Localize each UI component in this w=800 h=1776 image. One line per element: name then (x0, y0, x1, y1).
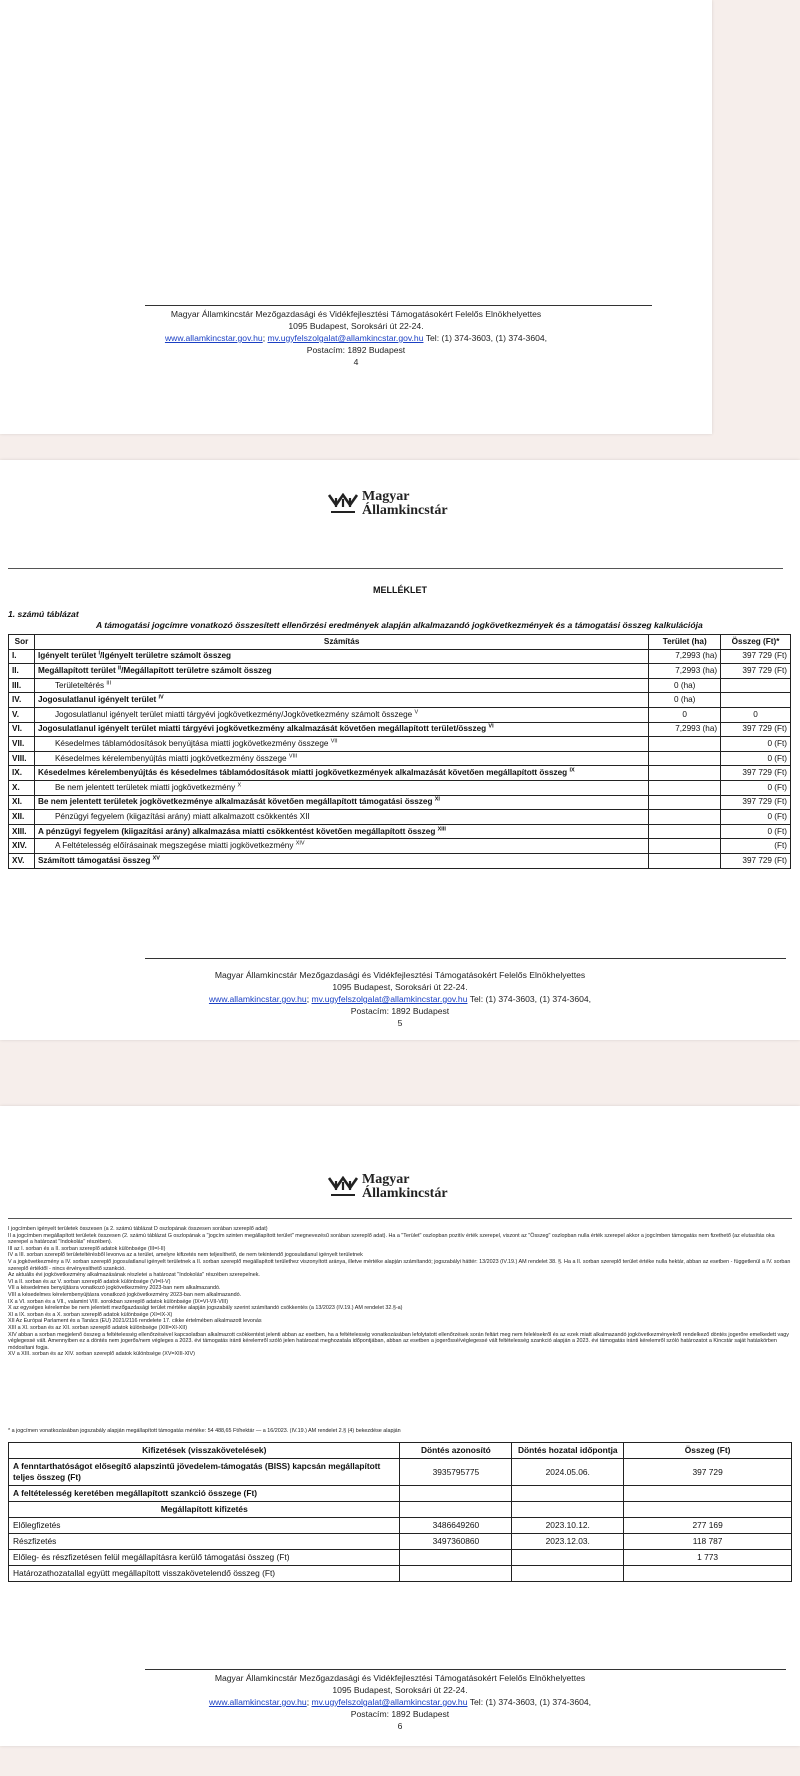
row-osszeg: (Ft) (721, 839, 791, 854)
row-terulet (649, 824, 721, 839)
row-terulet (649, 795, 721, 810)
row-number: XIV. (9, 839, 35, 854)
email-link[interactable]: mv.ugyfelszolgalat@allamkincstar.gov.hu (267, 333, 424, 343)
row-text: Számított támogatási összeg (37, 855, 151, 865)
payment-date (512, 1550, 624, 1566)
payments-row (9, 1534, 792, 1550)
row-text: Be nem jelentett területek jogkövetkezménye alkalmazását követően megállapított támogatási összeg (37, 797, 433, 807)
allamkincstar-logo-icon (328, 1176, 358, 1198)
row-number: X. (9, 780, 35, 795)
calculation-table (8, 634, 791, 869)
footer-org: Magyar Államkincstár Mezőgazdasági és Vidékfejlesztési Támogatásokért Felelős Elnökhelyettes (170, 309, 542, 319)
footnote: IV a III. sorban szereplő területeltérésből levonva az a terület, amelyre kifizetés nem teljesíthető, de nem tekintendő jogosulatlanul igényelt területnek (8, 1252, 363, 1259)
table-row (9, 824, 791, 839)
website-link[interactable]: www.allamkincstar.gov.hu (208, 994, 307, 1004)
footnote-ref: X (237, 782, 242, 788)
footnote-ref: XIII (437, 825, 446, 832)
payment-date (512, 1566, 624, 1582)
payment-label: A fenntarthatóságot elősegítő alapszintű jövedelem-támogatás (BISS) kapcsán megállapított teljes összeg (Ft) (9, 1459, 400, 1486)
footnote: XII Az Európai Parlament és a Tanács (EU) 2021/2116 rendelete 17. cikke értelmében alkalmazott levonás (8, 1318, 262, 1325)
row-osszeg: 397 729 (Ft) (721, 766, 791, 781)
footer-rule (145, 305, 652, 306)
row-number: XIII. (9, 824, 35, 839)
row-description (34, 810, 648, 825)
allamkincstar-logo (328, 490, 448, 518)
row-osszeg (721, 693, 791, 708)
payment-amount (624, 1502, 792, 1518)
row-terulet: 0 (649, 707, 721, 722)
email-link[interactable]: mv.ugyfelszolgalat@allamkincstar.gov.hu (311, 994, 468, 1004)
payment-decision-id: 3935795775 (400, 1459, 512, 1486)
table-row (9, 795, 791, 810)
row-description (34, 780, 648, 795)
row-text: Késedelmes táblamódosítások benyújtása miatti jogkövetkezmény összege (54, 738, 329, 748)
payment-date: 2023.10.12. (512, 1518, 624, 1534)
row-osszeg: 0 (Ft) (721, 824, 791, 839)
website-link[interactable]: www.allamkincstar.gov.hu (164, 333, 263, 343)
payments-row (9, 1502, 792, 1518)
row-terulet (649, 751, 721, 766)
row-number: VI. (9, 722, 35, 737)
header-rule (8, 568, 783, 569)
logo-line2: Államkincstár (362, 503, 448, 518)
footnote: II a jogcímben megállapított területek összesen (2. számú táblázat G oszlopának a "jogcím szinten megállapított terület" megnevezésű sorában szereplő adat). Ha a "Terület" oszlopban pozitív érték szerepel, viszont az "Összeg" oszlopban nulla érték szerepel akkor a jogcímben támogatás nem fizethető (az elutasítás oka szerepel a határozat "Indokolás" részében). (8, 1232, 775, 1246)
page-number: 5 (397, 1018, 403, 1028)
col-sor: Sor (9, 635, 35, 650)
footer-postal: Postacím: 1892 Budapest (350, 1006, 450, 1016)
payments-row (9, 1486, 792, 1502)
payment-date: 2024.05.06. (512, 1459, 624, 1486)
table-row (9, 678, 791, 693)
footer-postal: Postacím: 1892 Budapest (350, 1709, 450, 1719)
logo-line1: Magyar (362, 489, 410, 504)
document-page-4 (0, 0, 712, 434)
footer-phone: Tel: (1) 374-3603, (1) 374-3604, (469, 1697, 592, 1707)
page-footer (0, 1672, 800, 1732)
row-osszeg: 0 (721, 707, 791, 722)
page-footer (0, 969, 800, 1029)
footer-rule (145, 958, 786, 959)
row-terulet (649, 853, 721, 868)
footer-contacts (0, 332, 712, 344)
payment-label: Előleg- és részfizetésen felül megállapításra kerülő támogatási összeg (Ft) (9, 1550, 400, 1566)
payment-date: 2023.12.03. (512, 1534, 624, 1550)
row-osszeg: 0 (Ft) (721, 780, 791, 795)
row-description (34, 678, 648, 693)
footnote: XV a XIII. sorban és az XIV. sorban szereplő adatok különbsége (XV=XIII-XIV) (8, 1351, 195, 1358)
logo-line1: Magyar (362, 1172, 410, 1187)
row-terulet (649, 810, 721, 825)
footer-separator: ; (262, 333, 266, 343)
row-terulet (649, 780, 721, 795)
table-row (9, 853, 791, 868)
footer-org: Magyar Államkincstár Mezőgazdasági és Vidékfejlesztési Támogatásokért Felelős Elnökhelyettes (214, 1673, 586, 1683)
row-text: Késedelmes kérelembenyújtás miatti jogkövetkezmény összege (54, 753, 287, 763)
row-description (34, 707, 648, 722)
footnote: I jogcímben igényelt területek összesen (a 2. számú táblázat D oszlopának összesen sorában szereplő adat) (8, 1226, 268, 1232)
payment-decision-id (400, 1566, 512, 1582)
row-text: Be nem jelentett területek miatti jogkövetkezmény (54, 782, 236, 792)
row-description (34, 649, 648, 664)
footer-postal: Postacím: 1892 Budapest (306, 345, 406, 355)
payment-label: Határozathozatallal együtt megállapított visszakövetelendő összeg (Ft) (9, 1566, 400, 1582)
row-description (34, 693, 648, 708)
footnote-ref: V (414, 709, 419, 716)
table-row (9, 649, 791, 664)
col-kifizetesek: Kifizetések (visszakövetelések) (9, 1443, 400, 1459)
document-page-6 (0, 1106, 800, 1746)
footnote-ref: VI (488, 723, 494, 730)
footnote: XI a IX. sorban és a X. sorban szereplő adatok különbsége (XI=IX-X) (8, 1311, 173, 1318)
table-row (9, 839, 791, 854)
row-terulet: 7,2993 (ha) (649, 649, 721, 664)
document-page-5 (0, 460, 800, 1040)
row-osszeg: 397 729 (Ft) (721, 853, 791, 868)
payment-date (512, 1502, 624, 1518)
website-link[interactable]: www.allamkincstar.gov.hu (208, 1697, 307, 1707)
row-osszeg: 0 (Ft) (721, 737, 791, 752)
row-number: XI. (9, 795, 35, 810)
row-osszeg: 397 729 (Ft) (721, 649, 791, 664)
email-link[interactable]: mv.ugyfelszolgalat@allamkincstar.gov.hu (311, 1697, 468, 1707)
row-description (34, 824, 648, 839)
logo-wordmark (362, 1173, 448, 1201)
row-osszeg: 397 729 (Ft) (721, 722, 791, 737)
payment-label: Részfizetés (9, 1534, 400, 1550)
row-description (34, 766, 648, 781)
row-number: II. (9, 664, 35, 679)
table-title: A támogatási jogcímre vonatkozó összesített ellenőrzési eredmények alapján alkalmazandó jogkövetkezmények és a támogatási összeg kalkulációja (96, 620, 703, 630)
allamkincstar-logo (328, 1173, 448, 1201)
payments-header-row (9, 1443, 792, 1459)
row-number: I. (9, 649, 35, 664)
row-terulet: 7,2993 (ha) (649, 664, 721, 679)
payment-decision-id: 3486649260 (400, 1518, 512, 1534)
footnote: IX a VI. sorban és a VII., valamint VIII. sorokban szereplő adatok különbsége (IX=VI-VII-VIII) (8, 1298, 229, 1305)
footnote: III az I. sorban és a II. sorban szereplő adatok különbsége (III=I-II) (8, 1245, 166, 1252)
page-number: 4 (353, 357, 359, 367)
footer-contacts (0, 993, 800, 1005)
row-description (34, 853, 648, 868)
footnote-ref: IV (158, 694, 164, 701)
row-text: Jogosulatlanul igényelt terület miatti tárgyévi jogkövetkezmény/Jogkövetkezmény számolt összege (54, 709, 413, 719)
row-text: Pénzügyi fegyelem (kiigazítási arány) miatt alkalmazott csökkentés XII (54, 811, 310, 821)
table-row (9, 810, 791, 825)
col-terulet: Terület (ha) (649, 635, 721, 650)
table-header-row (9, 635, 791, 650)
row-text-suffix: /Megállapított területre számolt összeg (121, 665, 272, 675)
footer-separator: ; (306, 994, 310, 1004)
footer-separator: ; (306, 1697, 310, 1707)
row-number: VII. (9, 737, 35, 752)
row-text: Jogosulatlanul igényelt terület (37, 695, 157, 705)
footnote-ref: IX (569, 767, 575, 774)
footnotes (8, 1226, 792, 1358)
footer-address: 1095 Budapest, Soroksári út 22-24. (332, 982, 468, 992)
col-osszeg: Összeg (Ft)* (721, 635, 791, 650)
footnote-ref: XI (434, 796, 440, 803)
row-description (34, 839, 648, 854)
footnote-ref: III (106, 679, 111, 686)
col-osszeg: Összeg (Ft) (624, 1443, 792, 1459)
footnote: XIV abban a sorban megjelenő összeg a feltételesség ellenőrzésével kapcsolatban alkalmazott csökkentést jelenti abban az esetben, ha a feltételesség vonatkozásában lefolytatott ellenőrzések során feltárt meg nem felelésekről és az ezek miatt alkalmazandó jogkövetkezményekről rendelkező döntés jogerőre emelkedett vagy véglegessé vált. Amennyiben ez a döntés nem jogerős/nem végleges a 2023. évi támogatás iránti kérelemről szóló jelen határozat meghozatala időpontjában, abban az esetben a jogerőssé/véglegessé vált feltételesség szankció alapján a 2023. évi támogatás iránti kérelemről szóló határozatot a Kincstár saját hatáskörben módosítani fogja. (8, 1331, 789, 1351)
footnote: VI a II. sorban és az V. sorban szereplő adatok különbsége (VI=II-V) (8, 1278, 171, 1285)
annex-heading: MELLÉKLET (373, 585, 427, 595)
footer-phone: Tel: (1) 374-3603, (1) 374-3604, (469, 994, 592, 1004)
footer-contacts (0, 1696, 800, 1708)
footnote-ref: VII (330, 738, 338, 745)
payment-decision-id (400, 1550, 512, 1566)
row-description (34, 795, 648, 810)
footnote: VIII a késedelmes kérelembenyújtásra vonatkozó jogkövetkezmény 2023-ban nem alkalmazandó. (8, 1291, 242, 1298)
row-osszeg: 397 729 (Ft) (721, 795, 791, 810)
row-description (34, 722, 648, 737)
row-osszeg: 397 729 (Ft) (721, 664, 791, 679)
payments-row (9, 1566, 792, 1582)
footnote: VII a késedelmes benyújtásra vonatkozó jogkövetkezmény 2023-ban nem alkalmazandó. (8, 1285, 221, 1292)
payment-label: A feltételesség keretében megállapított szankció összege (Ft) (9, 1486, 400, 1502)
row-text: Igényelt terület (37, 651, 97, 661)
allamkincstar-logo-icon (328, 493, 358, 515)
payments-table (8, 1442, 792, 1582)
payment-decision-id: 3497360860 (400, 1534, 512, 1550)
row-text: Jogosulatlanul igényelt terület miatti tárgyévi jogkövetkezmény alkalmazását követően megállapított terület/összeg (37, 724, 487, 734)
footer-address: 1095 Budapest, Soroksári út 22-24. (288, 321, 424, 331)
row-text: Késedelmes kérelembenyújtás és késedelmes táblamódosítások miatti jogkövetkezmények alkalmazását követően megállapított összeg (37, 768, 568, 778)
table-row (9, 664, 791, 679)
row-description (34, 737, 648, 752)
payment-amount: 1 773 (624, 1550, 792, 1566)
row-terulet: 0 (ha) (649, 693, 721, 708)
payment-amount: 397 729 (624, 1459, 792, 1486)
payments-row (9, 1550, 792, 1566)
header-rule (8, 1218, 792, 1219)
payment-amount (624, 1486, 792, 1502)
row-terulet: 0 (ha) (649, 678, 721, 693)
row-osszeg (721, 678, 791, 693)
row-number: XV. (9, 853, 35, 868)
row-number: V. (9, 707, 35, 722)
table-row (9, 707, 791, 722)
footnote: X az egységes kérelembe be nem jelentett mezőgazdasági terület mértéke alapján jogszabály szerint számítandó csökkentés (a 13/2023 (IV.19.) AM rendelet 32.§-a) (8, 1305, 403, 1312)
payment-date (512, 1486, 624, 1502)
row-text: Megállapított terület (37, 665, 116, 675)
payments-row (9, 1518, 792, 1534)
table-row (9, 693, 791, 708)
footer-address: 1095 Budapest, Soroksári út 22-24. (332, 1685, 468, 1695)
row-osszeg: 0 (Ft) (721, 751, 791, 766)
payment-decision-id (400, 1486, 512, 1502)
row-number: IV. (9, 693, 35, 708)
row-number: XII. (9, 810, 35, 825)
table-label: 1. számú táblázat (8, 609, 79, 619)
payment-label: Megállapított kifizetés (9, 1502, 400, 1518)
table-row (9, 751, 791, 766)
row-terulet (649, 839, 721, 854)
row-number: IX. (9, 766, 35, 781)
row-text: Területeltérés (54, 680, 105, 690)
payment-amount: 118 787 (624, 1534, 792, 1550)
footer-phone: Tel: (1) 374-3603, (1) 374-3604, (425, 333, 548, 343)
footnote-ref: XIV (295, 840, 305, 847)
row-text-suffix: /Igényelt területre számolt összeg (100, 651, 232, 661)
footnote: V a jogkövetkezmény a IV. sorban szereplő jogosulatlanul igényelt területnek a II. sorban szereplő megállapított területhez viszonyított aránya, illetve mértéke alapján számítandó; jogszabályi háttér: 13/2023 (IV.19.) AM rendelet 38. §. Ha a II. sorban szereplő terület értéke nulla hektár, abban az esetben - függetlenül a IV. sorban szereplő értéktől - nincs érvényesíthető szankció. (8, 1258, 791, 1272)
page-footer (0, 308, 712, 368)
page-number: 6 (397, 1721, 403, 1731)
footnote-ref: II (118, 665, 122, 672)
table-row (9, 766, 791, 781)
table-row (9, 780, 791, 795)
row-osszeg: 0 (Ft) (721, 810, 791, 825)
footnote-ref: VIII (288, 752, 298, 759)
payment-label: Előlegfizetés (9, 1518, 400, 1534)
row-text: A Feltételesség előírásainak megszegése miatti jogkövetkezmény (54, 841, 294, 851)
payment-amount: 277 169 (624, 1518, 792, 1534)
footnote-ref: XV (152, 854, 160, 861)
payment-decision-id (400, 1502, 512, 1518)
payments-row (9, 1459, 792, 1486)
row-number: VIII. (9, 751, 35, 766)
table-row (9, 722, 791, 737)
row-description (34, 751, 648, 766)
footer-org: Magyar Államkincstár Mezőgazdasági és Vidékfejlesztési Támogatásokért Felelős Elnökhelyettes (214, 970, 586, 980)
table-row (9, 737, 791, 752)
col-dontes-azonosito: Döntés azonosító (400, 1443, 512, 1459)
col-dontes-idopont: Döntés hozatal időpontja (512, 1443, 624, 1459)
row-text: A pénzügyi fegyelem (kiigazítási arány) alkalmazása miatti csökkentést követően megállapított összeg (37, 826, 436, 836)
star-note: * a jogcímen vonatkozásában jogszabály alapján megállapított támogatás mértéke: 54 488,65 Ft/hektár — a 16/2023. (IV.19.) AM rendelet 2.§ (4) bekezdése alapján (8, 1428, 401, 1434)
row-terulet (649, 737, 721, 752)
footer-rule (145, 1669, 786, 1670)
payment-amount (624, 1566, 792, 1582)
footnote: Az aktuális évi jogkövetkezmény alkalmazásának részletei a határozat "Indokolás" részében szerepelnek. (8, 1272, 260, 1279)
row-description (34, 664, 648, 679)
row-number: III. (9, 678, 35, 693)
logo-line2: Államkincstár (362, 1186, 448, 1201)
logo-wordmark (362, 490, 448, 518)
footnote: XIII a XI. sorban és az XII. sorban szereplő adatok különbsége (XIII=XI-XII) (8, 1324, 188, 1331)
footnote-ref: I (98, 650, 101, 657)
row-terulet: 7,2993 (ha) (649, 722, 721, 737)
col-szamitas: Számítás (34, 635, 648, 650)
row-terulet (649, 766, 721, 781)
